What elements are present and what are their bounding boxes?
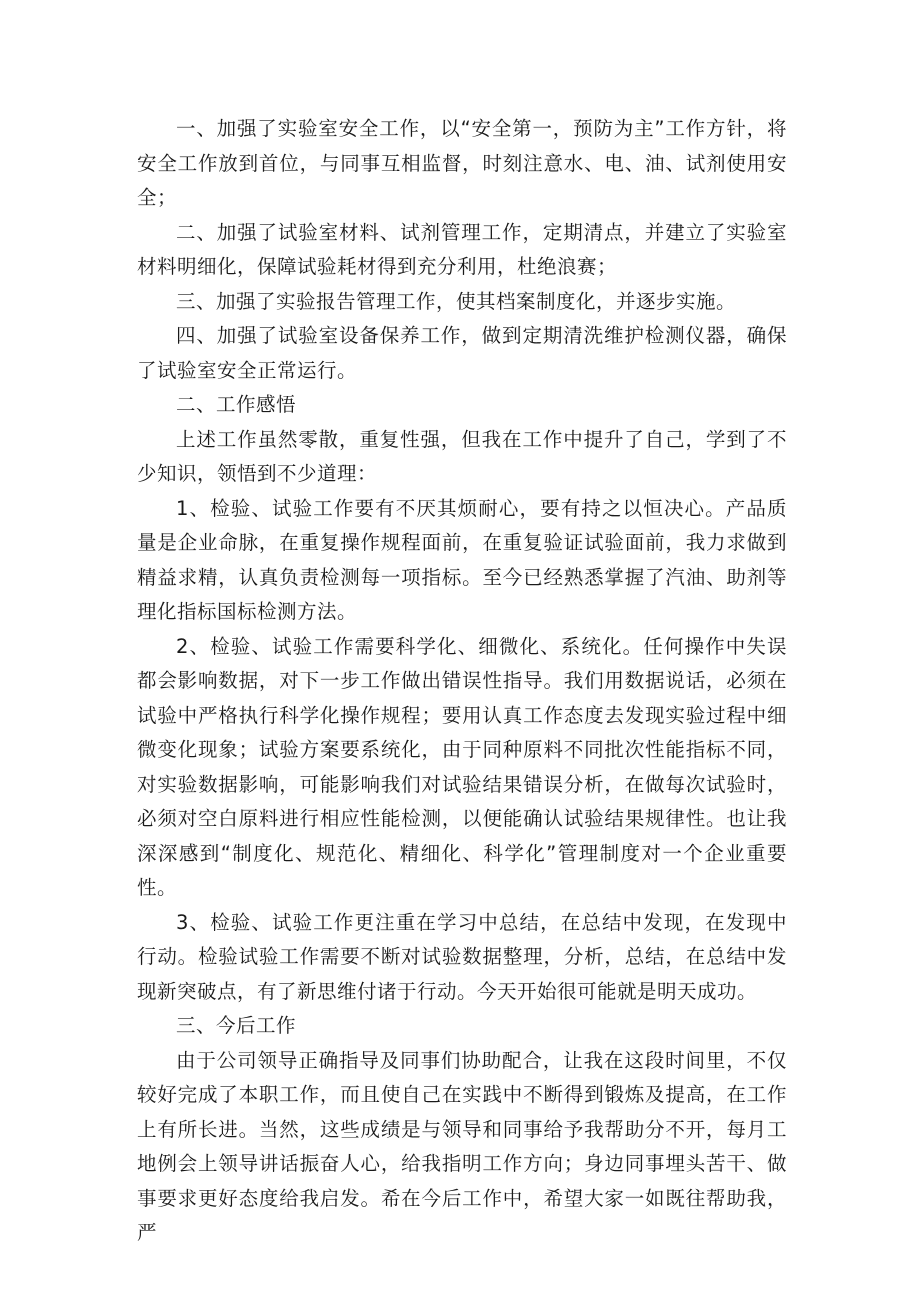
paragraph-reports: 三、加强了实验报告管理工作，使其档案制度化，并逐步实施。 [176,289,737,313]
paragraph-materials: 二、加强了试验室材料、试剂管理工作，定期清点，并建立了实验室材料明细化，保障试验耗材得到充分利用，杜绝浪赛； [137,220,787,278]
paragraph-future-work: 由于公司领导正确指导及同事们协助配合，让我在这段时间里，不仅较好完成了本职工作，而且使自己在实践中不断得到锻炼及提高，在工作上有所长进。当然，这些成绩是与领导和同事给予我帮助分不开，每月工地例会上领导讲话振奋人心，给我指明工作方向；身边同事埋头苦干、做事要求更好态度给我启发。希在今后工作中，希望大家一如既往帮助我，严 [137,1048,787,1244]
section-heading-insights: 二、工作感悟 [176,393,297,416]
paragraph-safety: 一、加强了实验室安全工作，以“安全第一，预防为主”工作方针，将安全工作放到首位，与同事互相监督，时刻注意水、电、油、试剂使用安全； [137,117,787,209]
paragraph-insights-intro: 上述工作虽然零散，重复性强，但我在工作中提升了自己，学到了不少知识，领悟到不少道理： [137,427,787,485]
paragraph-insight-3: 3、检验、试验工作更注重在学习中总结，在总结中发现，在发现中行动。检验试验工作需要不断对试验数据整理，分析，总结，在总结中发现新突破点，有了新思维付诸于行动。今天开始很可能就是明天成功。 [137,910,787,1003]
document-body [137,112,787,1251]
paragraph-insight-1: 1、检验、试验工作要有不厌其烦耐心，要有持之以恒决心。产品质量是企业命脉，在重复操作规程面前，在重复验证试验面前，我力求做到精益求精，认真负责检测每一项指标。至今已经熟悉掌握了汽油、助剂等理化指标国标检测方法。 [137,496,787,623]
section-heading-future-work: 三、今后工作 [176,1014,297,1037]
paragraph-equipment: 四、加强了试验室设备保养工作，做到定期清洗维护检测仪器，确保了试验室安全正常运行。 [137,324,787,382]
paragraph-insight-2: 2、检验、试验工作需要科学化、细微化、系统化。任何操作中失误都会影响数据，对下一步工作做出错误性指导。我们用数据说话，必须在试验中严格执行科学化操作规程；要用认真工作态度去发现实验过程中细微变化现象；试验方案要系统化，由于同种原料不同批次性能指标不同，对实验数据影响，可能影响我们对试验结果错误分析，在做每次试验时，必须对空白原料进行相应性能检测，以便能确认试验结果规律性。也让我深深感到“制度化、规范化、精细化、科学化”管理制度对一个企业重要性。 [137,634,787,899]
